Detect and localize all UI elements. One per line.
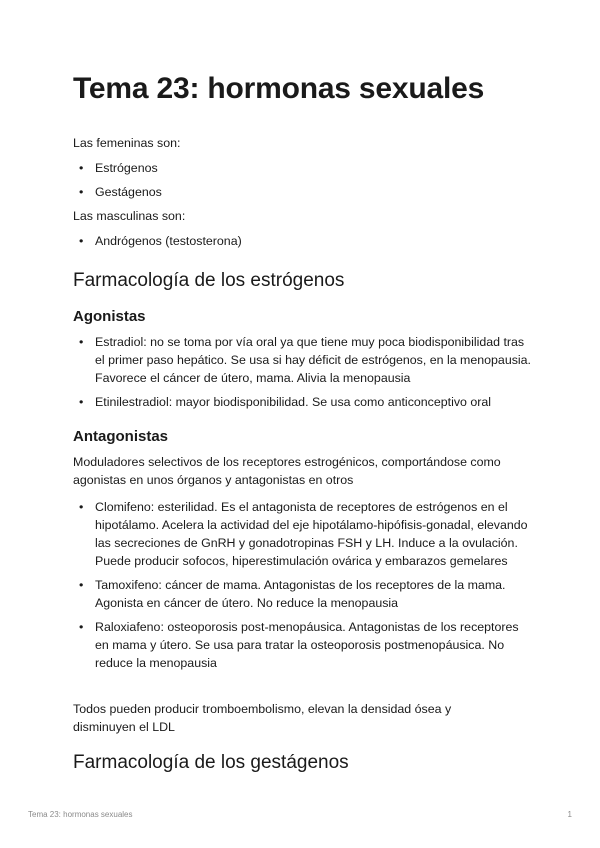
list-item: • Tamoxifeno: cáncer de mama. Antagonistas de los receptores de la mama. Agonista en cáncer de útero. No reduce la menopausia xyxy=(73,576,533,612)
list-item: • Estrógenos xyxy=(73,159,242,177)
list-item: • Raloxiafeno: osteoporosis post-menopáusica. Antagonistas de los receptores en mama y útero. Se usa para tratar la osteoporosis postmenopáusica. No reduce la menopausia xyxy=(73,618,533,672)
antagonistas-heading: Antagonistas xyxy=(73,428,169,445)
list-item: • Estradiol: no se toma por vía oral ya que tiene muy poca biodisponibilidad tras el primer paso hepático. Se usa si hay déficit de estrógenos, en la menopausia. Favorece el cáncer de útero, mama. Alivia la menopausia xyxy=(73,333,533,387)
list-item: • Etinilestradiol: mayor biodisponibilidad. Se usa como anticonceptivo oral xyxy=(73,393,533,411)
masculinas-label: Las masculinas son: xyxy=(73,209,186,223)
masculinas-list xyxy=(73,232,242,250)
antagonistas-outro: Todos pueden producir tromboembolismo, elevan la densidad ósea y disminuyen el LDL xyxy=(73,702,452,734)
page-title: Tema 23: hormonas sexuales xyxy=(73,72,485,105)
femeninas-list xyxy=(73,159,242,201)
list-item: • Gestágenos xyxy=(73,183,242,201)
femeninas-label: Las femeninas son: xyxy=(73,136,181,150)
antagonistas-intro: Moduladores selectivos de los receptores estrogénicos, comportándose como agonistas en unos órganos y antagonistas en otros xyxy=(73,455,501,487)
gestagenos-heading: Farmacología de los gestágenos xyxy=(73,752,349,773)
antagonistas-list xyxy=(73,498,533,678)
footer-title: Tema 23: hormonas sexuales xyxy=(28,810,133,819)
list-item: • Andrógenos (testosterona) xyxy=(73,232,242,250)
list-item: • Clomifeno: esterilidad. Es el antagonista de receptores de estrógenos en el hipotálamo. Acelera la actividad del eje hipotálamo-hipófisis-gonadal, elevando las secreciones de GnRH y gonadotropinas FSH y LH. Induce a la ovulación. Puede producir sofocos, hiperestimulación ovárica y embarazos gemelares xyxy=(73,498,533,570)
agonistas-heading: Agonistas xyxy=(73,308,146,325)
estrogenos-heading: Farmacología de los estrógenos xyxy=(73,270,345,291)
agonistas-list xyxy=(73,333,533,417)
intro-section xyxy=(73,134,242,256)
footer-page-number: 1 xyxy=(567,810,572,819)
